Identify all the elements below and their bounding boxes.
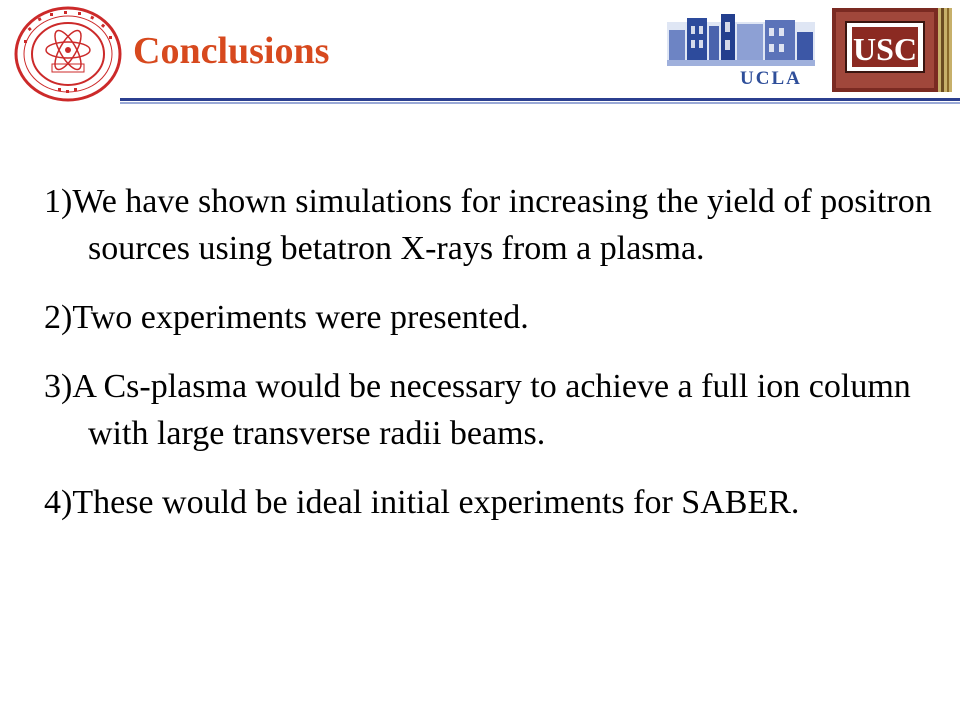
conclusion-text: These would be ideal initial experiments for SABER.	[72, 484, 800, 521]
conclusion-number: 1)	[44, 183, 73, 220]
ucla-logo-text: UCLA	[740, 68, 802, 89]
conclusion-item-3	[44, 363, 944, 457]
conclusion-text: Two experiments were presented.	[72, 299, 529, 336]
svg-text:USC: USC	[852, 31, 918, 67]
usc-logo	[832, 8, 952, 92]
conclusion-item-2	[44, 294, 944, 341]
slide-title: Conclusions	[133, 30, 330, 72]
conclusion-text: A Cs-plasma would be necessary to achieve a full ion column with large transverse radii beams.	[72, 368, 911, 452]
conclusion-text: We have shown simulations for increasing the yield of positron sources using betatron X-rays from a plasma.	[72, 183, 932, 267]
conclusion-number: 3)	[44, 368, 73, 405]
conclusion-number: 4)	[44, 484, 73, 521]
slac-seal-logo	[14, 6, 122, 102]
conclusions-list	[44, 178, 944, 548]
header-rule	[120, 98, 960, 101]
header-rule-light	[120, 102, 960, 104]
conclusion-item-1	[44, 178, 944, 272]
conclusion-number: 2)	[44, 299, 73, 336]
conclusion-item-4	[44, 479, 944, 526]
